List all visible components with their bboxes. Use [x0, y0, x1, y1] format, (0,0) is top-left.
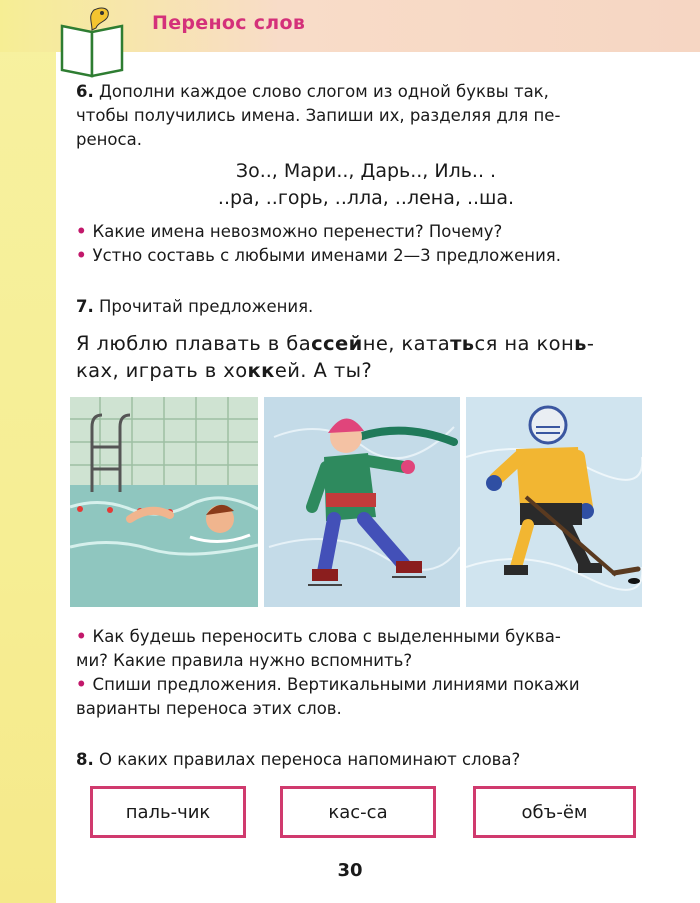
- sentence-part: не, ката: [362, 332, 451, 355]
- bullet-dot: •: [76, 675, 87, 694]
- names-row-2: ..ра, ..горь, ..лла, ..лена, ..ша.: [217, 187, 515, 209]
- exercise-8-number: 8.: [76, 750, 94, 769]
- open-book-icon: [56, 4, 130, 78]
- bullet-dot: •: [76, 627, 87, 646]
- hockey-picture: [466, 397, 642, 607]
- word-boxes: [90, 786, 636, 840]
- sentence-line-2: [76, 357, 656, 384]
- skater-illustration: [264, 397, 460, 607]
- exercise-7-bullet-1: [76, 625, 656, 648]
- section-title: Перенос слов: [152, 12, 306, 34]
- exercise-6-number: 6.: [76, 82, 94, 101]
- bullet-text: Как будешь переносить слова с выделенными буква-: [92, 627, 561, 646]
- exercise-6-text: [76, 80, 656, 103]
- exercise-6-bullet-2: [76, 244, 656, 267]
- highlighted-letters: сс: [311, 332, 335, 355]
- bullet-text: Какие имена невозможно перенести? Почему?: [92, 222, 503, 241]
- word-box: кас-са: [280, 786, 436, 838]
- sentence-part: -: [586, 332, 595, 355]
- exercise-6-bullet-1: [76, 220, 656, 243]
- names-row-1: Зо.., Мари.., Дарь.., Иль.. .: [235, 160, 497, 182]
- exercise-6-line-1: Дополни каждое слово слогом из одной буквы так,: [99, 82, 549, 101]
- exercise-7-bullet-2: [76, 673, 656, 696]
- hockey-illustration: [466, 397, 642, 607]
- word-box: паль-чик: [90, 786, 246, 838]
- page-margin-strip: [0, 0, 56, 903]
- exercise-7-number: 7.: [76, 297, 94, 316]
- highlighted-letters: ь: [574, 332, 587, 355]
- exercise-7-bullet-2-cont: варианты переноса этих слов.: [76, 699, 342, 718]
- sentence-part: Я люблю плавать в ба: [76, 332, 312, 355]
- highlighted-letters: ей: [334, 332, 363, 355]
- exercise-7-instruction: Прочитай предложения.: [99, 297, 314, 316]
- bullet-dot: •: [76, 246, 87, 265]
- exercise-7-text: [76, 295, 656, 318]
- sentence-line-1: [76, 330, 656, 357]
- highlighted-letters: ть: [450, 332, 475, 355]
- bullet-dot: •: [76, 222, 87, 241]
- swimmer-illustration: [70, 397, 258, 607]
- sentence-part: ся на кон: [474, 332, 575, 355]
- exercise-6-line-2: чтобы получились имена. Запиши их, разделяя для пе-: [76, 106, 561, 125]
- page-number: 30: [337, 860, 363, 881]
- bullet-text: Спиши предложения. Вертикальными линиями покажи: [92, 675, 580, 694]
- bullet-text: Устно составь с любыми именами 2—3 предложения.: [92, 246, 561, 265]
- exercise-8-question: О каких правилах переноса напоминают слова?: [99, 750, 521, 769]
- exercise-8-text: [76, 748, 656, 771]
- sentence-part: ей. А ты?: [274, 359, 373, 382]
- swimmer-picture: [70, 397, 258, 607]
- sentence-part: ках, играть в хо: [76, 359, 248, 382]
- exercise-6-line-3: реноса.: [76, 130, 142, 149]
- exercise-7-bullet-1-cont: ми? Какие правила нужно вспомнить?: [76, 651, 413, 670]
- skater-picture: [264, 397, 460, 607]
- word-box: объ-ём: [473, 786, 636, 838]
- highlighted-letters: кк: [247, 359, 275, 382]
